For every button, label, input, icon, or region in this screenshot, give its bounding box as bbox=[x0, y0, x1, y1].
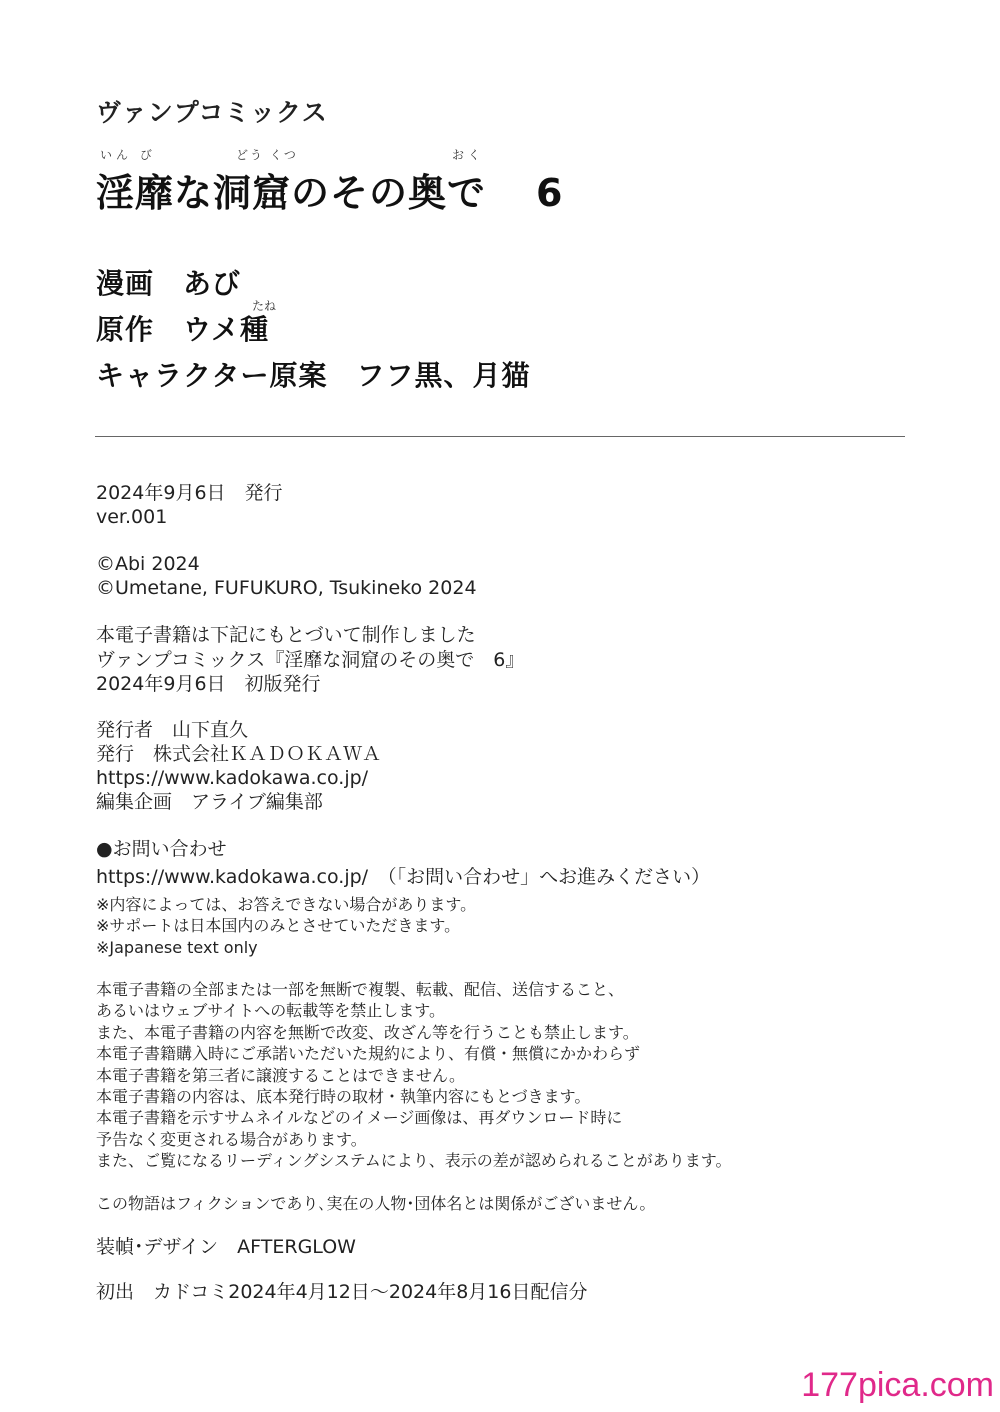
legal-line: 本電子書籍購入時にご承諾いただいた規約により、有償・無償にかかわらず bbox=[96, 1044, 641, 1063]
fiction-notice: この物語はフィクションであり､実在の人物･団体名とは関係がございません。 bbox=[96, 1194, 656, 1213]
publisher-line: 発行 株式会社ＫＡＤＯＫＡＷＡ bbox=[96, 743, 382, 765]
title-ruby-doukutsu: どう くつ bbox=[236, 148, 298, 162]
design-credit: 装幀･デザイン AFTERGLOW bbox=[96, 1236, 356, 1258]
title-ruby-oku: おく bbox=[452, 148, 485, 162]
first-published: 初出 カドコミ2024年4月12日～2024年8月16日配信分 bbox=[96, 1281, 588, 1303]
inquiry-note: ※Japanese text only bbox=[96, 938, 258, 957]
book-title-text: 淫靡な洞窟のその奥で bbox=[96, 171, 487, 215]
watermark: 177pica.com bbox=[801, 1366, 994, 1404]
source-line: ヴァンプコミックス『淫靡な洞窟のその奥で 6』 bbox=[96, 649, 525, 671]
copyright-line: ©Umetane, FUFUKURO, Tsukineko 2024 bbox=[96, 577, 477, 599]
legal-line: 本電子書籍を示すサムネイルなどのイメージ画像は、再ダウンロード時に bbox=[96, 1108, 623, 1127]
legal-line: また、本電子書籍の内容を無断で改変、改ざん等を行うことも禁止します。 bbox=[96, 1023, 639, 1042]
credit-original-kanji: 種 bbox=[240, 313, 270, 346]
legal-line: また、ご覧になるリーディングシステムにより、表示の差が認められることがあります。 bbox=[96, 1151, 732, 1170]
book-volume: 6 bbox=[536, 171, 564, 215]
legal-line: あるいはウェブサイトへの転載等を禁止します。 bbox=[96, 1001, 445, 1020]
publisher-url: https://www.kadokawa.co.jp/ bbox=[96, 767, 369, 789]
inquiry-url: https://www.kadokawa.co.jp/ （「お問い合わせ」へお進みください） bbox=[96, 866, 711, 888]
book-title bbox=[96, 162, 563, 217]
inquiry-note: ※内容によっては、お答えできない場合があります。 bbox=[96, 895, 477, 914]
credit-character: キャラクター原案 フフ黒、月猫 bbox=[96, 359, 531, 392]
publisher-line: 編集企画 アライブ編集部 bbox=[96, 791, 323, 813]
copyright-line: ©Abi 2024 bbox=[96, 553, 200, 575]
legal-line: 予告なく変更される場合があります。 bbox=[96, 1130, 367, 1149]
imprint-label: ヴァンプコミックス bbox=[96, 98, 328, 127]
legal-line: 本電子書籍を第三者に譲渡することはできません。 bbox=[96, 1066, 465, 1085]
source-line: 本電子書籍は下記にもとづいて制作しました bbox=[96, 624, 476, 646]
publisher-line: 発行者 山下直久 bbox=[96, 719, 249, 741]
credit-manga: 漫画 あび bbox=[96, 267, 242, 300]
credit-original-prefix: 原作 ウメ bbox=[96, 313, 241, 346]
version: ver.001 bbox=[96, 506, 168, 528]
publication-date: 2024年9月6日 発行 bbox=[96, 482, 283, 504]
inquiry-note: ※サポートは日本国内のみとさせていただきます。 bbox=[96, 916, 461, 935]
divider bbox=[95, 436, 905, 437]
legal-line: 本電子書籍の全部または一部を無断で複製、転載、配信、送信すること、 bbox=[96, 980, 625, 999]
credit-original bbox=[96, 308, 269, 348]
source-line: 2024年9月6日 初版発行 bbox=[96, 673, 321, 695]
title-ruby-inbi: いん び bbox=[100, 148, 156, 162]
inquiry-heading: ●お問い合わせ bbox=[96, 838, 227, 860]
credit-original-ruby: たね bbox=[252, 299, 277, 313]
legal-line: 本電子書籍の内容は、底本発行時の取材・執筆内容にもとづきます。 bbox=[96, 1087, 591, 1106]
